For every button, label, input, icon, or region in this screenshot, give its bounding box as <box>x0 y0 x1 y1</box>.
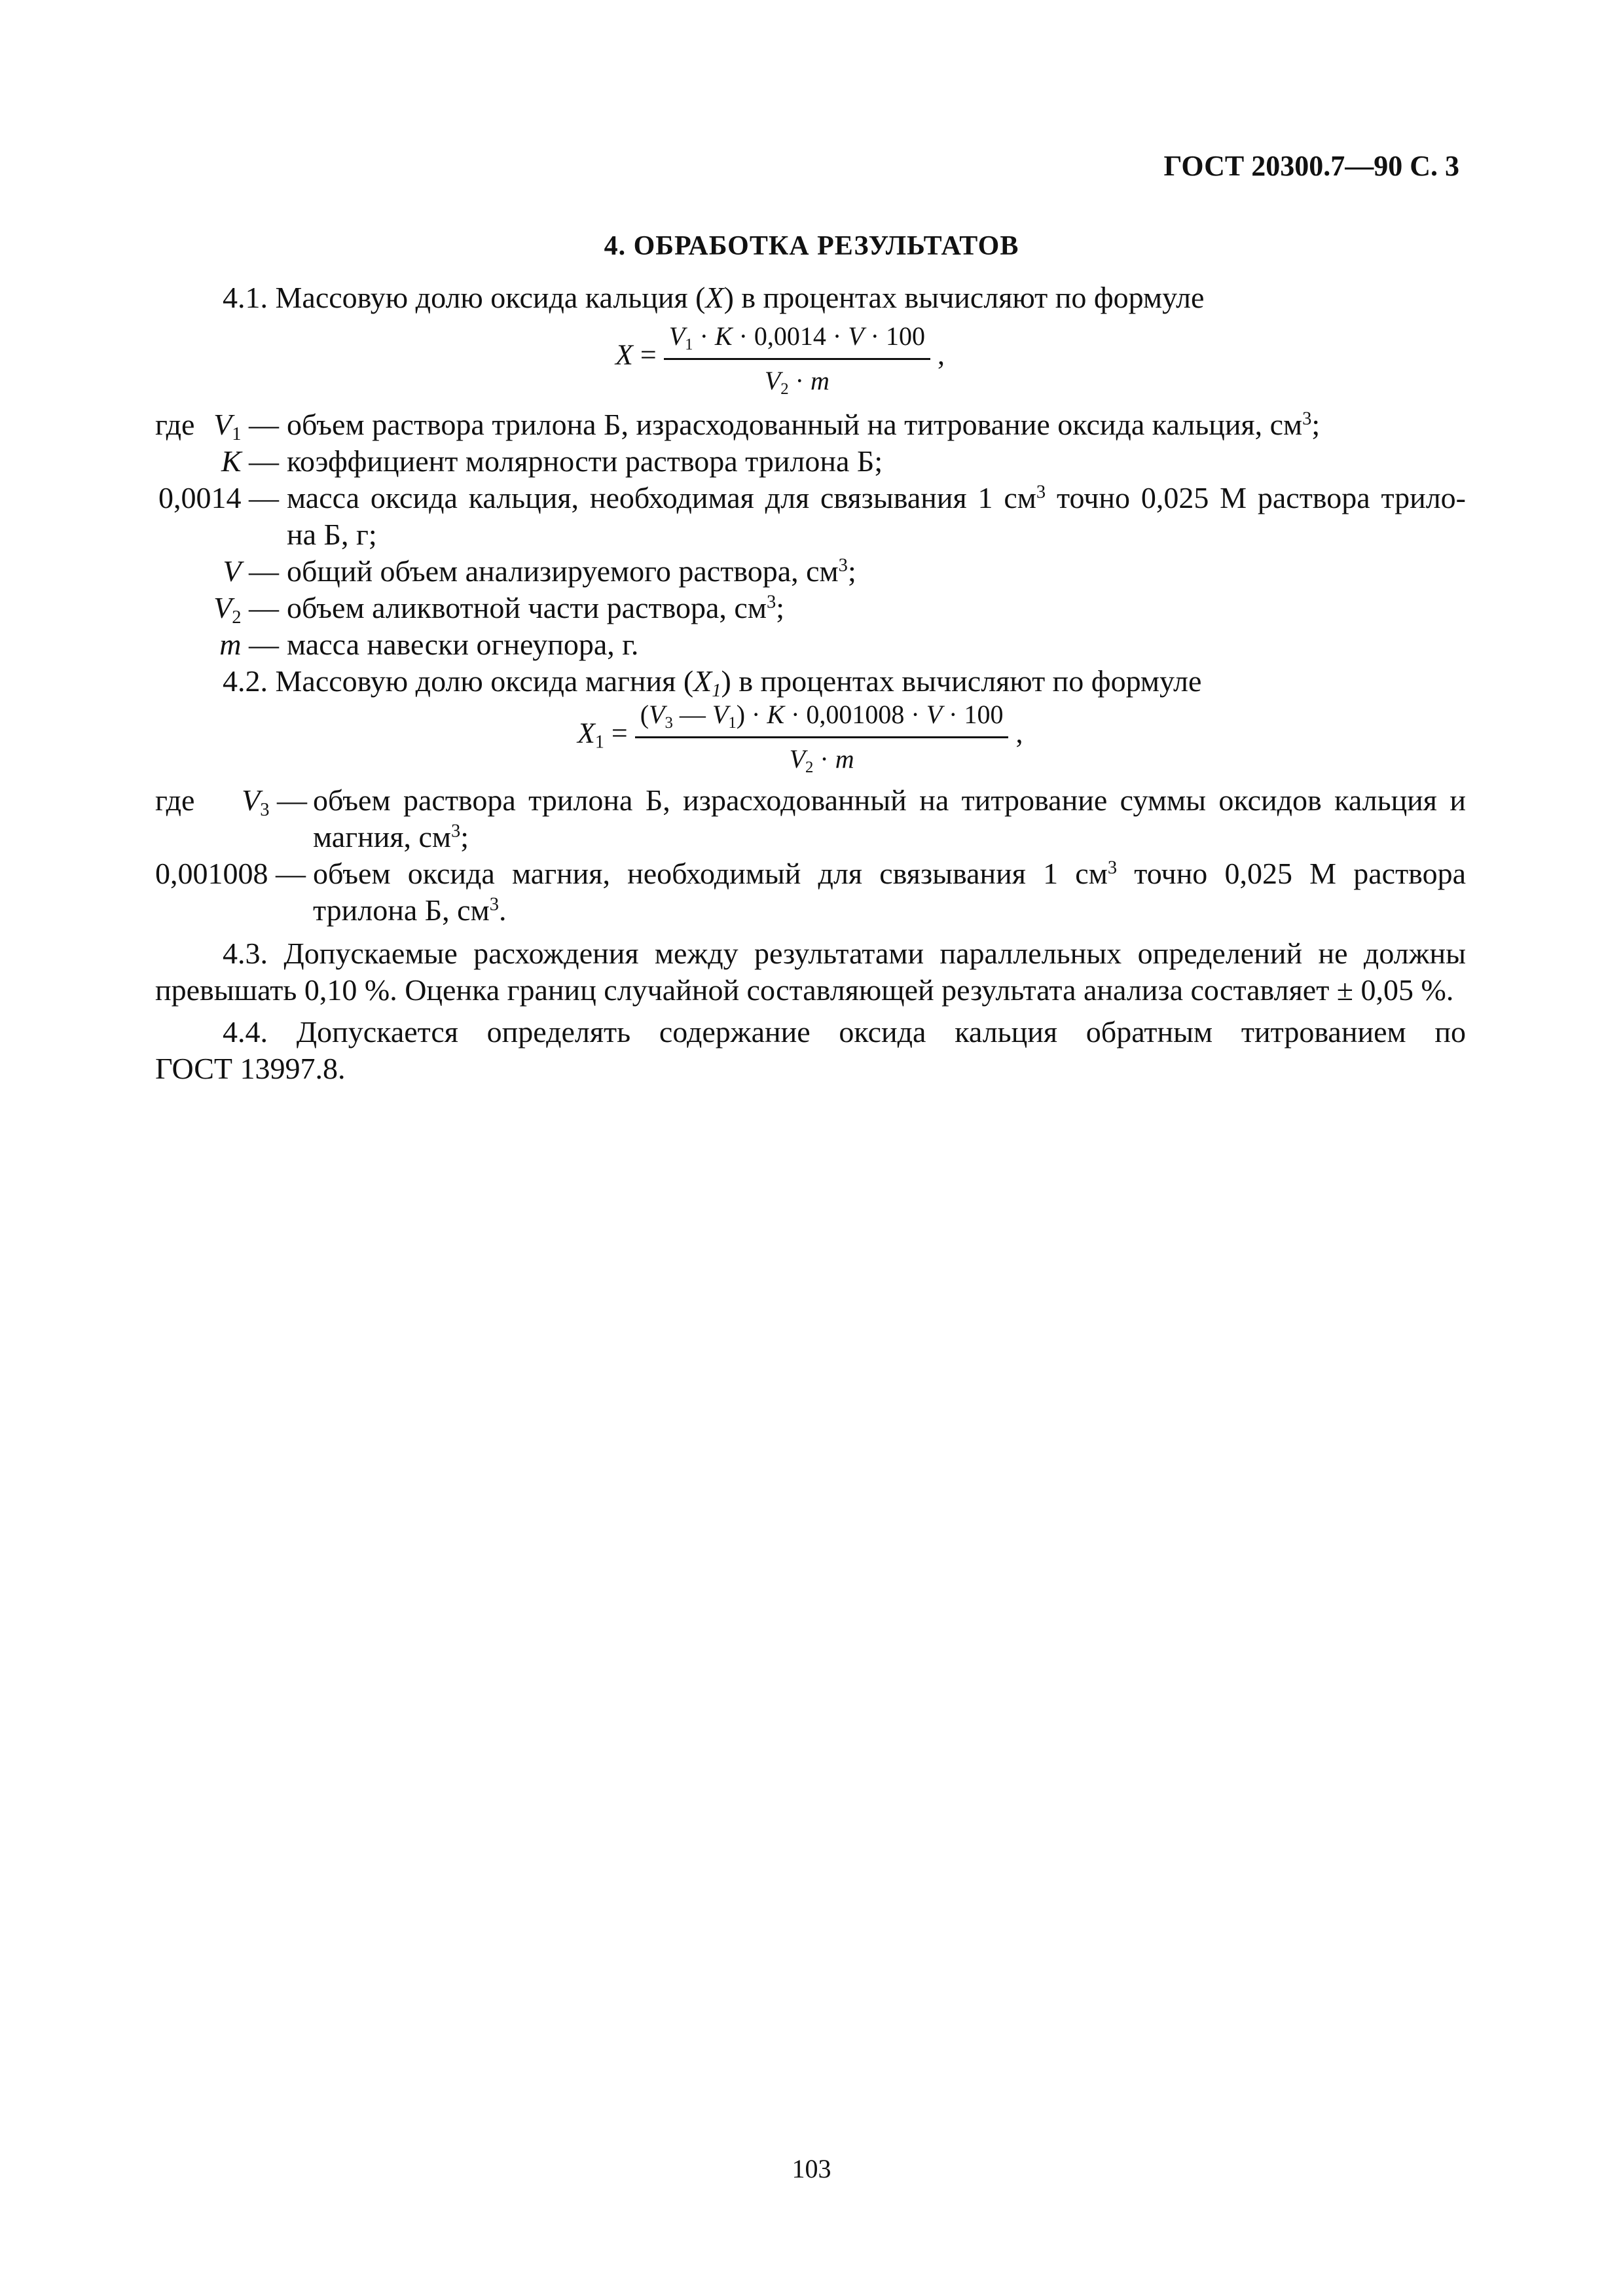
definition-text-v3-line1: объем раствора трилона Б, израсходованный на титрование суммы оксидов кальция и <box>313 783 1466 817</box>
formula-calcium-oxide: X = $\frac{V_1 \cdot K \cdot 0,0014 \cdot V \cdot 100}{V_2 \cdot m}$ , <box>615 321 945 398</box>
paragraph-4-2-lead: 4.2. Массовую долю оксида магния ( <box>223 664 694 698</box>
definition-symbol-v: V — <box>223 554 279 588</box>
definition-text-0-0014-line2: на Б, г; <box>287 518 377 551</box>
paragraph-4-3-line2: превышать 0,10 %. Оценка границ случайной составляющей результата анализа составляет ± 0,05 %. <box>155 973 1454 1007</box>
paragraph-4-1-lead: 4.1. Массовую долю оксида кальция ( <box>223 281 706 314</box>
document-header-code: ГОСТ 20300.7—90 С. 3 <box>1163 150 1459 182</box>
definition-prefix-where-2: где <box>155 783 195 817</box>
definition-text-m: масса навески огнеупора, г. <box>287 628 639 661</box>
definition-text-v1: объем раствора трилона Б, израсходованный на титрование оксида кальция, $см^3$; <box>287 408 1321 441</box>
definition-text-v2: объем аликвотной части раствора, $см^3$; <box>287 591 784 624</box>
paragraph-4-1-tail: ) в процентах вычисляют по формуле <box>723 281 1205 314</box>
formula-1-fraction <box>664 321 930 396</box>
definition-symbol-0-0014: 0,0014 — <box>158 481 279 514</box>
definition-symbol-v1: $V_1$ — <box>213 408 279 444</box>
definition-text-0-0014-line1: масса оксида кальция, необходимая для связывания 1 $см^3$ точно 0,025 М раствора трило- <box>287 481 1466 514</box>
formula-2-denominator: $V_2 \cdot m$ <box>789 744 854 776</box>
definition-text-v: общий объем анализируемого раствора, $см^3$; <box>287 554 856 588</box>
definition-text-0-001008-line2: трилона Б, $см^3$. <box>313 893 507 927</box>
formula-magnesium-oxide: $X_1$ = $\frac{(V_3 — V_1) \cdot K \cdot 0,001008 \cdot V \cdot 100}{V_2 \cdot m}$ , <box>577 700 1023 776</box>
definition-text-k: коэффициент молярности раствора трилона Б; <box>287 444 883 478</box>
paragraph-4-4-line2: ГОСТ 13997.8. <box>155 1052 346 1085</box>
paragraph-4-3-line1: 4.3. Допускаемые расхождения между результатами параллельных определений не должны <box>223 937 1466 970</box>
formula-2-numerator: ($V_3$ — $V_1) \cdot K \cdot 0,001008 \cdot V \cdot 100$ <box>635 699 1009 738</box>
formula-1-lhs: X <box>615 338 633 371</box>
page-number: 103 <box>792 2154 831 2183</box>
definition-symbol-0-001008: 0,001008 — <box>155 857 306 890</box>
formula-2-fraction <box>635 699 1009 774</box>
definition-text-v3-line2: магния, $см^3$; <box>313 820 469 853</box>
paragraph-4-4-line1: 4.4. Допускается определять содержание оксида кальция обратным титрованием по <box>223 1015 1466 1049</box>
formula-2-lhs: X <box>577 717 595 749</box>
paragraph-4-2 <box>223 662 1201 700</box>
section-title: 4. ОБРАБОТКА РЕЗУЛЬТАТОВ <box>604 231 1019 261</box>
definition-symbol-k: K — <box>221 444 279 478</box>
definition-prefix-where: где <box>155 408 195 441</box>
paragraph-4-1-variable: X <box>705 281 724 314</box>
definition-symbol-v3: $V_3$ — <box>242 783 307 820</box>
paragraph-4-2-tail: ) в процентах вычисляют по формуле <box>721 664 1202 698</box>
definition-text-0-001008-line1: объем оксида магния, необходимый для связывания 1 $см^3$ точно 0,025 М раствора <box>313 857 1466 890</box>
formula-1-denominator: $V_2 \cdot m$ <box>764 366 830 398</box>
definition-symbol-m: m — <box>219 628 279 661</box>
definition-symbol-v2: $V_2$ — <box>213 591 279 628</box>
paragraph-4-2-variable: $X_1$ <box>693 664 721 701</box>
formula-1-numerator: $V_1 \cdot K \cdot 0,0014 \cdot V \cdot 100$ <box>664 321 930 360</box>
paragraph-4-1 <box>223 279 1204 317</box>
